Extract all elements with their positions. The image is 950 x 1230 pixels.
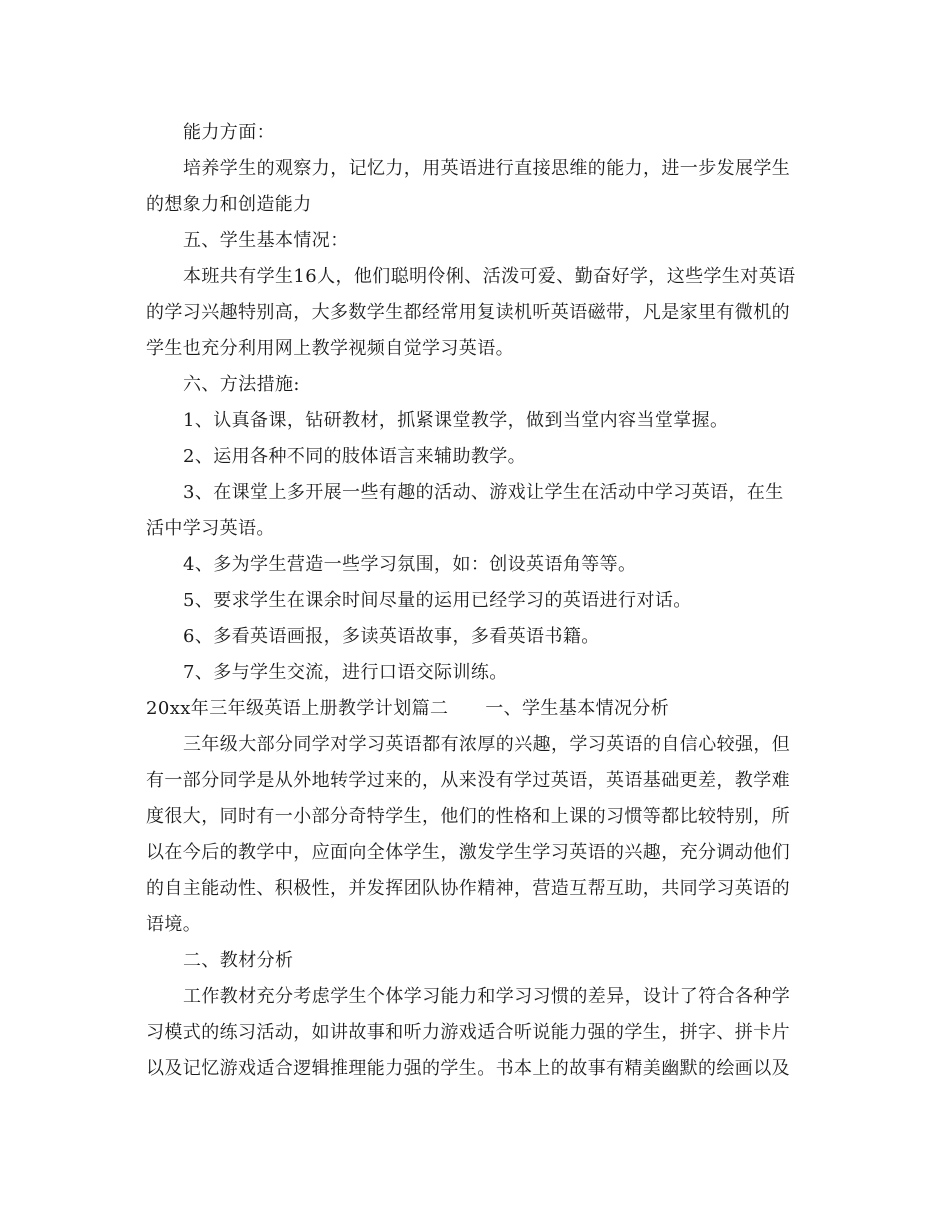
section-heading: 六、方法措施: (183, 374, 300, 395)
list-item: 3、在课堂上多开展一些有趣的活动、游戏让学生在活动中学习英语，在生 (183, 482, 784, 503)
document-title-line: 20xx年三年级英语上册教学计划篇二 一、学生基本情况分析 (146, 698, 670, 719)
section-heading: 二、教材分析 (183, 950, 294, 971)
list-item: 1、认真备课，钻研教材，抓紧课堂教学，做到当堂内容当堂掌握。 (183, 410, 729, 431)
paragraph-line: 语境。 (146, 914, 202, 935)
paragraph-line: 培养学生的观察力，记忆力，用英语进行直接思维的能力，进一步发展学生 (183, 158, 791, 179)
list-item: 2、运用各种不同的肢体语言来辅助教学。 (183, 446, 527, 467)
paragraph-line: 以在今后的教学中，应面向全体学生，激发学生学习英语的兴趣，充分调动他们 (146, 842, 790, 863)
paragraph-line: 工作教材充分考虑学生个体学习能力和学习习惯的差异，设计了符合各种学 (183, 986, 791, 1007)
paragraph-line: 的自主能动性、积极性，并发挥团队协作精神，营造互帮互助，共同学习英语的 (146, 878, 790, 899)
paragraph-line: 习模式的练习活动，如讲故事和听力游戏适合听说能力强的学生，拼字、拼卡片 (146, 1022, 790, 1043)
paragraph-line: 度很大，同时有一小部分奇特学生，他们的性格和上课的习惯等都比较特别，所 (146, 806, 790, 827)
paragraph-line: 三年级大部分同学对学习英语都有浓厚的兴趣，学习英语的自信心较强，但 (183, 734, 791, 755)
list-item: 6、多看英语画报，多读英语故事，多看英语书籍。 (183, 626, 600, 647)
paragraph-line: 的学习兴趣特别高，大多数学生都经常用复读机听英语磁带，凡是家里有微机的 (146, 302, 790, 323)
list-item-continuation: 活中学习英语。 (146, 518, 275, 539)
paragraph-line: 以及记忆游戏适合逻辑推理能力强的学生。书本上的故事有精美幽默的绘画以及 (146, 1058, 790, 1079)
paragraph-line: 本班共有学生16人，他们聪明伶俐、活泼可爱、勤奋好学，这些学生对英语 (183, 266, 796, 287)
paragraph-line: 有一部分同学是从外地转学过来的，从来没有学过英语，英语基础更差，教学难 (146, 770, 790, 791)
paragraph-line: 学生也充分利用网上教学视频自觉学习英语。 (146, 338, 514, 359)
paragraph-line: 的想象力和创造能力 (146, 194, 312, 215)
list-item: 4、多为学生营造一些学习氛围，如：创设英语角等等。 (183, 554, 637, 575)
paragraph-line: 能力方面： (183, 122, 275, 143)
list-item: 7、多与学生交流，进行口语交际训练。 (183, 662, 508, 683)
list-item: 5、要求学生在课余时间尽量的运用已经学习的英语进行对话。 (183, 590, 692, 611)
section-heading: 五、学生基本情况： (183, 230, 349, 251)
